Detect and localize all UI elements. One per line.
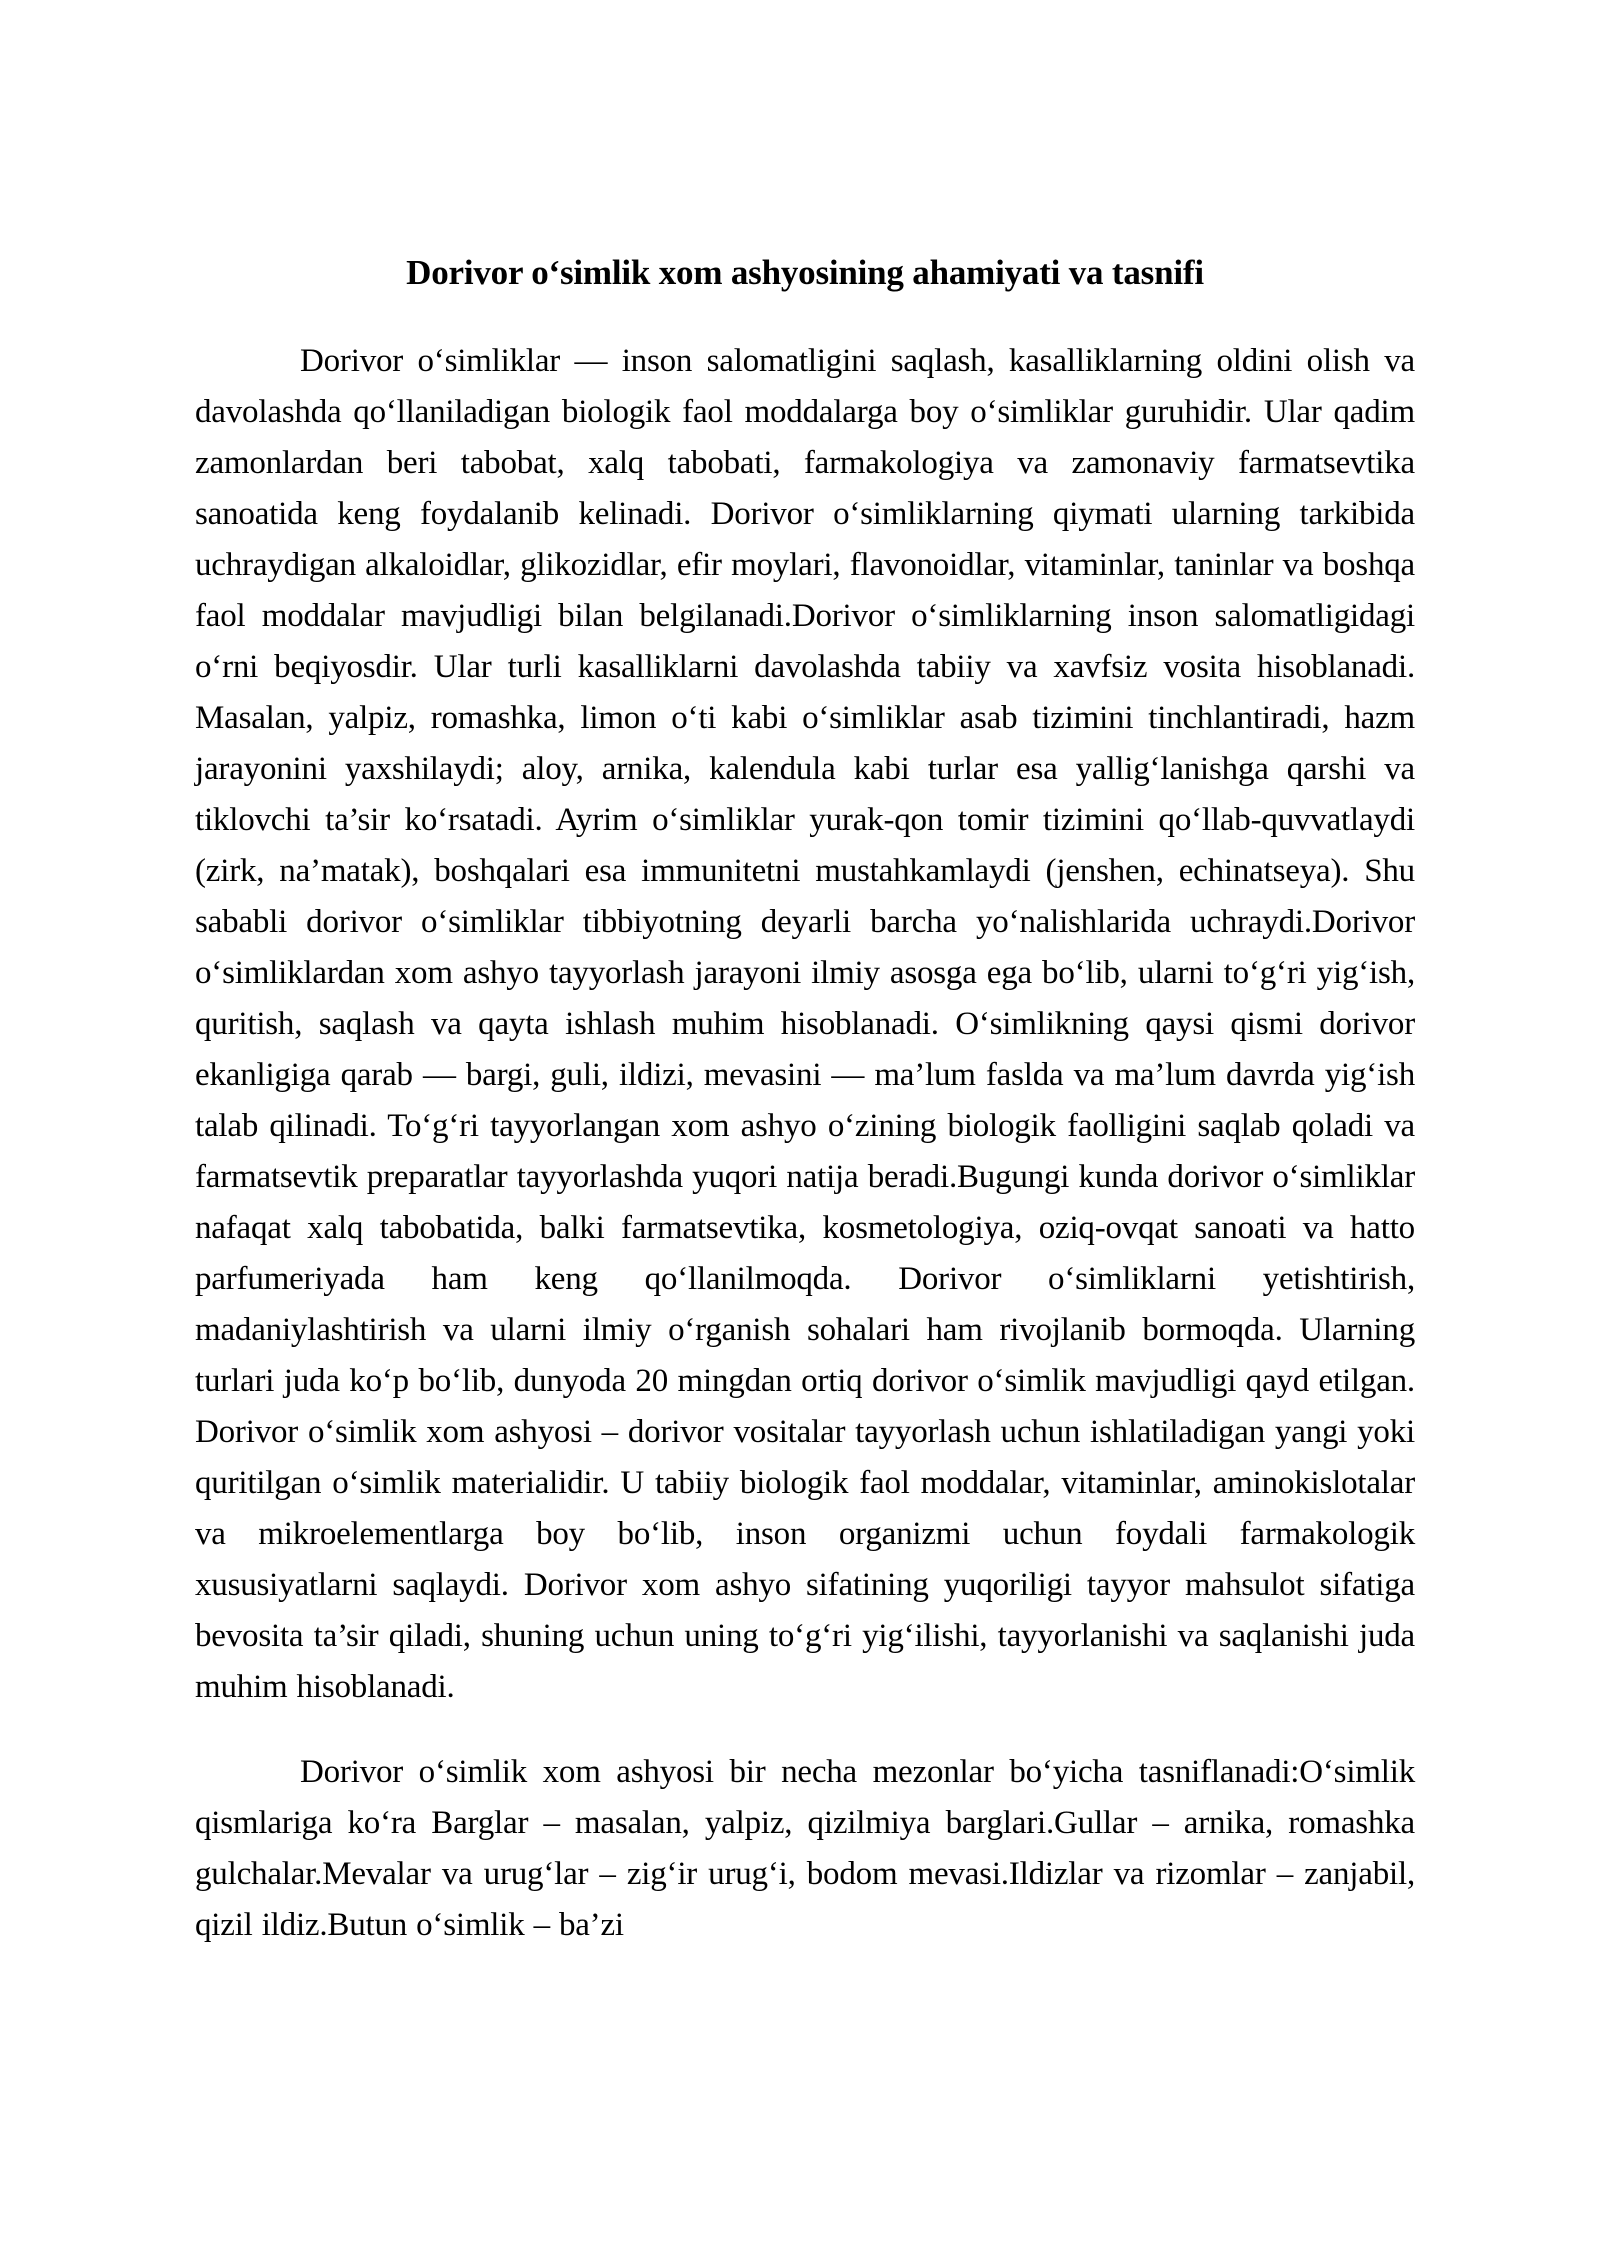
document-title: Dorivor o‘simlik xom ashyosining ahamiyati va tasnifi bbox=[406, 253, 1204, 292]
paragraph-intro: Dorivor o‘simliklar — inson salomatligini saqlash, kasalliklarning oldini olish va davolashda qo‘llaniladigan biologik faol moddalarga boy o‘simliklar guruhidir. Ular qadim zamonlardan beri tabobat, xalq tabobati, farmakologiya va zamonaviy farmatsevtika sanoatida keng foydalanib kelinadi. Dorivor o‘simliklarning qiymati ularning tarkibida uchraydigan alkaloidlar, glikozidlar, efir moylari, flavonoidlar, vitaminlar, taninlar va boshqa faol moddalar mavjudligi bilan belgilanadi.Dorivor o‘simliklarning inson salomatligidagi o‘rni beqiyosdir. Ular turli kasalliklarni davolashda tabiiy va xavfsiz vosita hisoblanadi. Masalan, yalpiz, romashka, limon o‘ti kabi o‘simliklar asab tizimini tinchlantiradi, hazm jarayonini yaxshilaydi; aloy, arnika, kalendula kabi turlar esa yallig‘lanishga qarshi va tiklovchi ta’sir ko‘rsatadi. Ayrim o‘simliklar yurak-qon tomir tizimini qo‘llab-quvvatlaydi (zirk, na’matak), boshqalari esa immunitetni mustahkamlaydi (jenshen, echinatseya). Shu sababli dorivor o‘simliklar tibbiyotning deyarli barcha yo‘nalishlarida uchraydi.Dorivor o‘simliklardan xom ashyo tayyorlash jarayoni ilmiy asosga ega bo‘lib, ularni to‘g‘ri yig‘ish, quritish, saqlash va qayta ishlash muhim hisoblanadi. O‘simlikning qaysi qismi dorivor ekanligiga qarab — bargi, guli, ildizi, mevasini — ma’lum faslda va ma’lum davrda yig‘ish talab qilinadi. To‘g‘ri tayyorlangan xom ashyo o‘zining biologik faolligini saqlab qoladi va farmatsevtik preparatlar tayyorlashda yuqori natija beradi.Bugungi kunda dorivor o‘simliklar nafaqat xalq tabobatida, balki farmatsevtika, kosmetologiya, oziq-ovqat sanoati va hatto parfumeriyada ham keng qo‘llanilmoqda. Dorivor o‘simliklarni yetishtirish, madaniylashtirish va ularni ilmiy o‘rganish sohalari ham rivojlanib bormoqda. Ularning turlari juda ko‘p bo‘lib, dunyoda 20 mingdan ortiq dorivor o‘simlik mavjudligi qayd etilgan. Dorivor o‘simlik xom ashyosi – dorivor vositalar tayyorlash uchun ishlatiladigan yangi yoki quritilgan o‘simlik materialidir. U tabiiy biologik faol moddalar, vitaminlar, aminokislotalar va mikroelementlarga boy bo‘lib, inson organizmi uchun foydali farmakologik xususiyatlarni saqlaydi. Dorivor xom ashyo sifatining yuqoriligi tayyor mahsulot sifatiga bevosita ta’sir qiladi, shuning uchun uning to‘g‘ri yig‘ilishi, tayyorlanishi va saqlanishi juda muhim hisoblanadi. bbox=[195, 343, 1415, 1705]
paragraph-classification: Dorivor o‘simlik xom ashyosi bir necha mezonlar bo‘yicha tasniflanadi:O‘simlik qismlariga ko‘ra Barglar – masalan, yalpiz, qizilmiya barglari.Gullar – arnika, romashka gulchalar.Mevalar va urug‘lar – zig‘ir urug‘i, bodom mevasi.Ildizlar va rizomlar – zanjabil, qizil ildiz.Butun o‘simlik – ba’zi bbox=[195, 1754, 1415, 1943]
